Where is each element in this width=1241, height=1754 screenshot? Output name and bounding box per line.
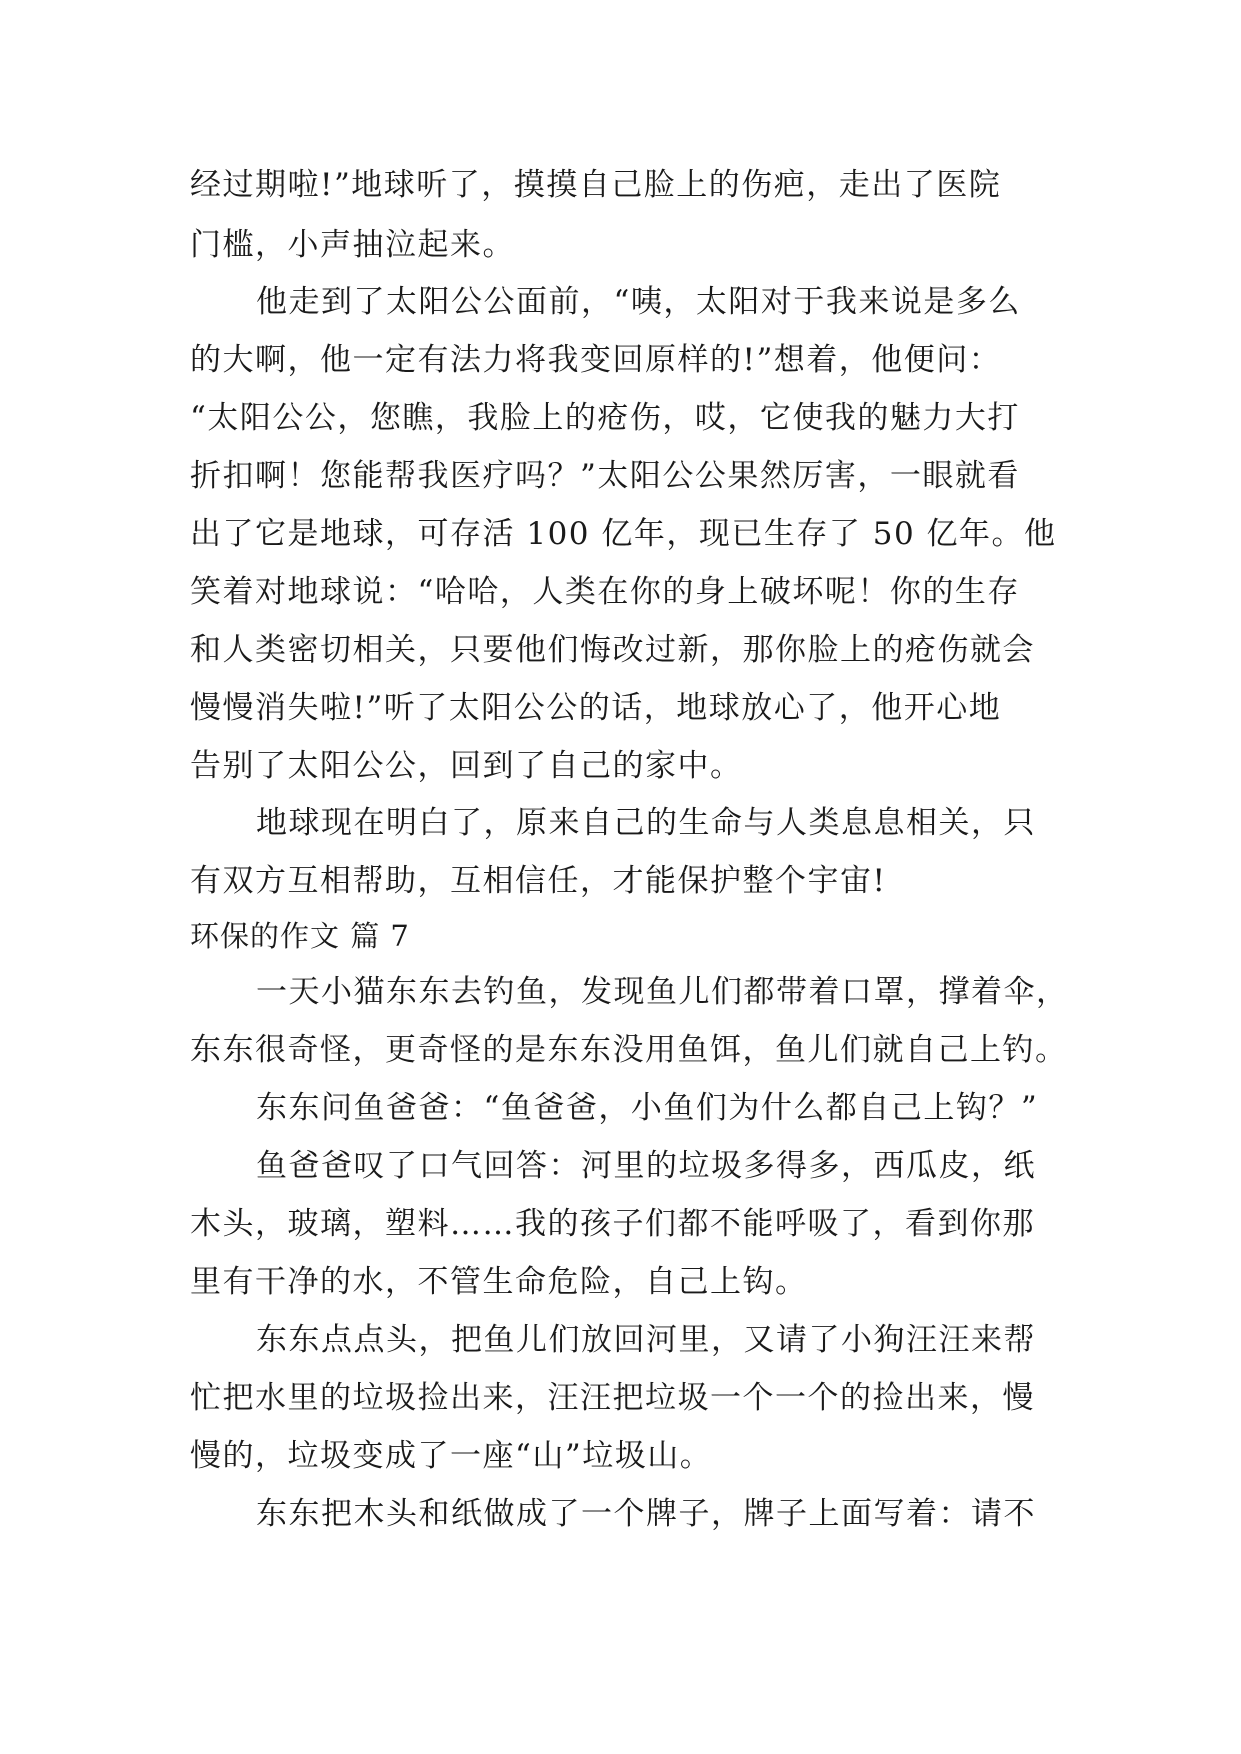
text-line: 慢慢消失啦!”听了太阳公公的话，地球放心了，他开心地 [190,690,1002,726]
text-line: 经过期啦!”地球听了，摸摸自己脸上的伤疤，走出了医院 [190,167,1002,203]
text-line: 慢的，垃圾变成了一座“山”垃圾山。 [190,1438,713,1474]
text-line: 折扣啊！您能帮我医疗吗？”太阳公公果然厉害，一眼就看 [190,458,1020,494]
paragraph-start-line: 东东把木头和纸做成了一个牌子，牌子上面写着：请不 [256,1496,1036,1532]
paragraph-start-line: 鱼爸爸叹了口气回答：河里的垃圾多得多，西瓜皮，纸 [256,1148,1036,1184]
text-line: “太阳公公，您瞧，我脸上的疮伤，哎，它使我的魅力大打 [190,400,1020,436]
text-line: 木头，玻璃，塑料……我的孩子们都不能呼吸了，看到你那 [190,1206,1035,1242]
text-line: 告别了太阳公公，回到了自己的家中。 [190,748,743,784]
paragraph-start-line: 地球现在明白了，原来自己的生命与人类息息相关，只 [256,805,1036,841]
text-line: 出了它是地球，可存活 100 亿年，现已生存了 50 亿年。他 [190,516,1057,552]
text-line: 笑着对地球说：“哈哈，人类在你的身上破坏呢！你的生存 [190,574,1020,610]
paragraph-start-line: 东东问鱼爸爸：“鱼爸爸，小鱼们为什么都自己上钩？” [256,1090,1039,1126]
text-line: 的大啊，他一定有法力将我变回原样的!”想着，他便问： [190,342,1002,378]
paragraph-start-line: 一天小猫东东去钓鱼，发现鱼儿们都带着口罩，撑着伞， [256,974,1069,1010]
text-line: 忙把水里的垃圾捡出来，汪汪把垃圾一个一个的捡出来，慢 [190,1380,1035,1416]
text-line: 里有干净的水，不管生命危险，自己上钩。 [190,1264,808,1300]
paragraph-start-line: 他走到了太阳公公面前，“咦，太阳对于我来说是多么 [256,284,1021,320]
section-heading: 环保的作文 篇 7 [190,919,410,953]
text-line: 门槛，小声抽泣起来。 [190,227,515,263]
paragraph-start-line: 东东点点头，把鱼儿们放回河里，又请了小狗汪汪来帮 [256,1322,1036,1358]
text-line: 和人类密切相关，只要他们悔改过新，那你脸上的疮伤就会 [190,632,1035,668]
text-line: 东东很奇怪，更奇怪的是东东没用鱼饵，鱼儿们就自己上钓。 [190,1032,1068,1068]
text-line: 有双方互相帮助，互相信任，才能保护整个宇宙! [190,863,887,899]
